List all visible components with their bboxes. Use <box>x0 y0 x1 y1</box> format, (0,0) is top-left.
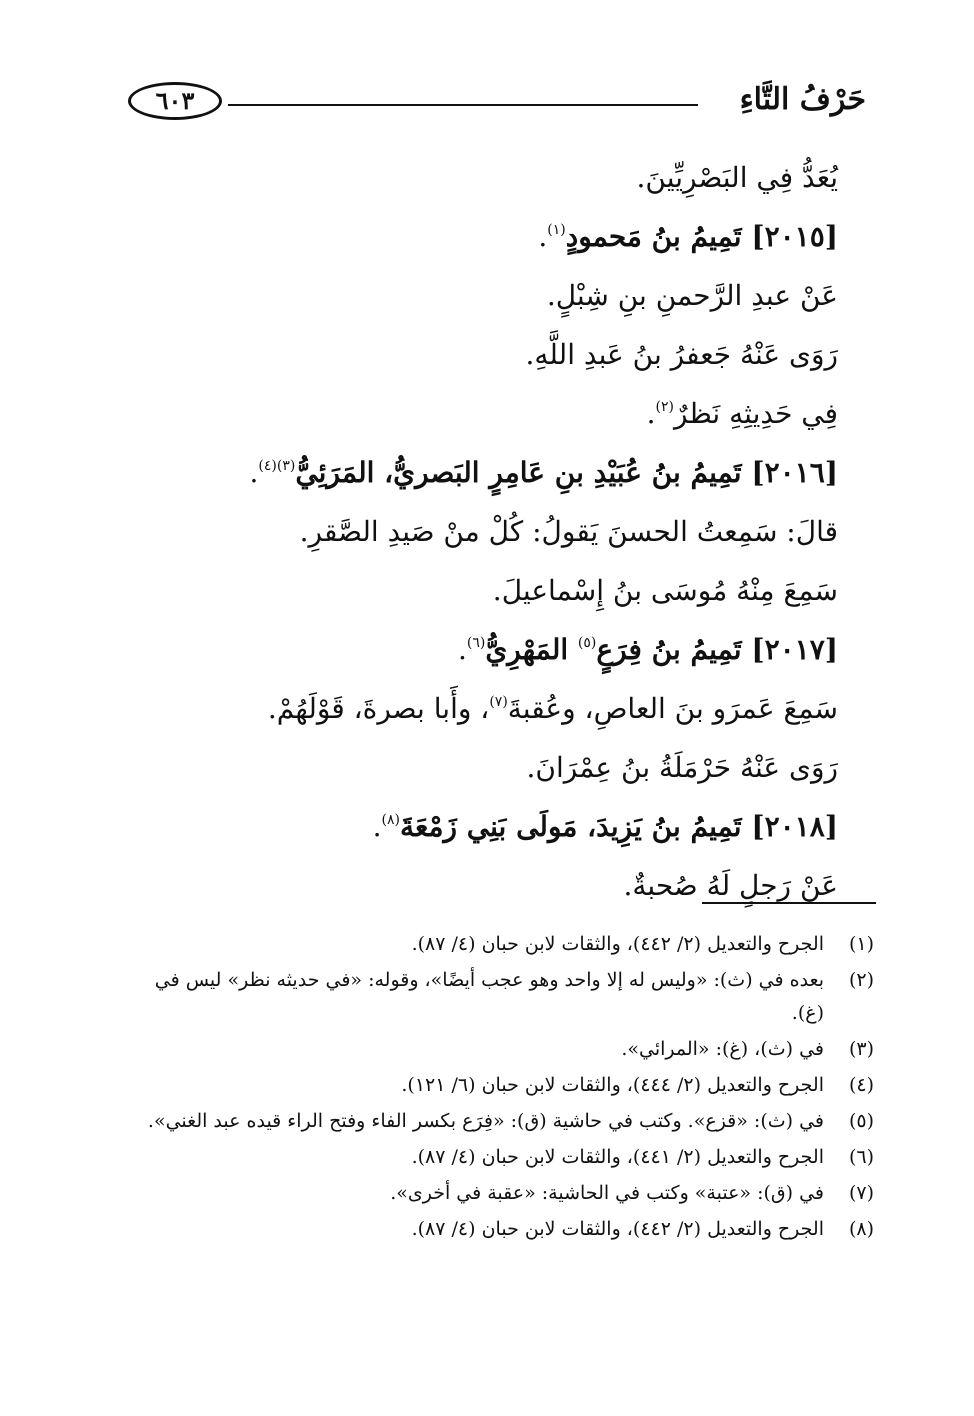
footnote-number: (٤) <box>848 1074 874 1096</box>
footnote-number: (٨) <box>848 1218 874 1240</box>
footnotes <box>132 928 874 1249</box>
footnote-ref: (٦) <box>466 635 486 651</box>
punctuation: . <box>249 456 259 489</box>
entry-heading-nisba: المَهْرِيُّ <box>485 633 578 666</box>
entry-2018 <box>118 797 838 856</box>
text-segment: فِي حَدِيثِهِ نَظرٌ <box>674 397 838 430</box>
text-line: عَنْ رَجلٍ لَهُ صُحبةٌ. <box>623 869 838 902</box>
footnote-ref: (٥) <box>577 635 597 651</box>
footnote-text: الجرح والتعديل (٢/ ٤٤٤)، والثقات لابن حبان (٦/ ١٢١). <box>401 1074 824 1096</box>
footnote-text: بعده في (ث): «وليس له إلا واحد وهو عجب أيضًا»، وقوله: «في حديثه نظر» ليس في (غ). <box>154 969 824 1024</box>
main-text <box>118 148 838 915</box>
text-line: يُعَدُّ فِي البَصْرِيِّينَ. <box>636 161 838 194</box>
text-line: قالَ: سَمِعتُ الحسنَ يَقولُ: كُلْ منْ صَيدِ الصَّقرِ. <box>299 515 838 548</box>
footnote <box>132 964 874 1030</box>
footnote-text: الجرح والتعديل (٢/ ٤٤٢)، والثقات لابن حبان (٤/ ٨٧). <box>411 1218 824 1240</box>
footnote <box>132 1105 874 1138</box>
footnote-number: (٢) <box>848 969 874 991</box>
footnote <box>132 1177 874 1210</box>
text-line: سَمِعَ مِنْهُ مُوسَى بنُ إِسْماعيلَ. <box>492 574 838 607</box>
punctuation: . <box>372 810 382 843</box>
entry-heading: [٢٠١٧] تَمِيمُ بنُ فِرَعٍ <box>596 633 838 666</box>
text-line: رَوَى عَنْهُ جَعفرُ بنُ عَبدِ اللَّهِ. <box>525 338 838 371</box>
punctuation: . <box>538 220 548 253</box>
chapter-title: حَرْفُ التَّاءِ <box>739 82 866 117</box>
punctuation: . <box>458 633 467 666</box>
entry-heading: [٢٠١٥] تَمِيمُ بنُ مَحمودٍ <box>565 220 838 253</box>
text-segment: ، وأَبا بصرةَ، قَوْلَهُمْ. <box>267 692 490 725</box>
footnote-number: (١) <box>848 933 874 955</box>
footnote <box>132 928 874 961</box>
text-segment: سَمِعَ عَمرَو بنَ العاصِ، وعُقبةَ <box>507 692 838 725</box>
text-line: رَوَى عَنْهُ حَرْمَلَةُ بنُ عِمْرَانَ. <box>526 751 838 784</box>
header-rule <box>228 104 698 106</box>
entry-heading: [٢٠١٦] تَمِيمُ بنُ عُبَيْدِ بنِ عَامِرٍ البَصريُّ، المَرَئِيُّ <box>295 456 838 489</box>
footnote-ref: (١) <box>547 222 566 238</box>
text-line <box>118 384 838 443</box>
footnote-text: في (ق): «عتبة» وكتب في الحاشية: «عقبة في أخرى». <box>390 1182 824 1204</box>
entry-2017 <box>118 620 838 679</box>
footnote-number: (٧) <box>848 1182 874 1204</box>
text-line <box>118 679 838 738</box>
page-number: ٦٠٣ <box>128 82 222 120</box>
footnote <box>132 1213 874 1246</box>
page-header <box>128 78 866 128</box>
footnote-ref: (٣)(٤) <box>258 458 296 474</box>
entry-2015 <box>118 207 838 266</box>
footnote <box>132 1033 874 1066</box>
footnote-text: الجرح والتعديل (٢/ ٤٤١)، والثقات لابن حبان (٤/ ٨٧). <box>411 1146 824 1168</box>
text-line: عَنْ عبدِ الرَّحمنِ بنِ شِبْلٍ. <box>546 279 838 312</box>
footnote-text: الجرح والتعديل (٢/ ٤٤٢)، والثقات لابن حبان (٤/ ٨٧). <box>411 933 824 955</box>
footnote-ref: (٨) <box>381 812 400 828</box>
footnote-number: (٣) <box>848 1038 874 1060</box>
footnote-text: في (ث): «قزع». وكتب في حاشية (ق): «فِرَع بكسر الفاء وفتح الراء قيده عبد الغني». <box>147 1110 824 1132</box>
footnote-ref: (٢) <box>655 399 674 415</box>
footnote-text: في (ث)، (غ): «المرائي». <box>621 1038 824 1060</box>
entry-heading: [٢٠١٨] تَمِيمُ بنُ يَزِيدَ، مَولَى بَنِي زَمْعَةَ <box>399 810 838 843</box>
entry-2016 <box>118 443 838 502</box>
footnote <box>132 1069 874 1102</box>
punctuation: . <box>646 397 656 430</box>
footnote-number: (٦) <box>848 1146 874 1168</box>
footnote <box>132 1141 874 1174</box>
footnote-number: (٥) <box>848 1110 874 1132</box>
footnote-ref: (٧) <box>489 694 508 710</box>
footnote-rule <box>702 902 876 904</box>
